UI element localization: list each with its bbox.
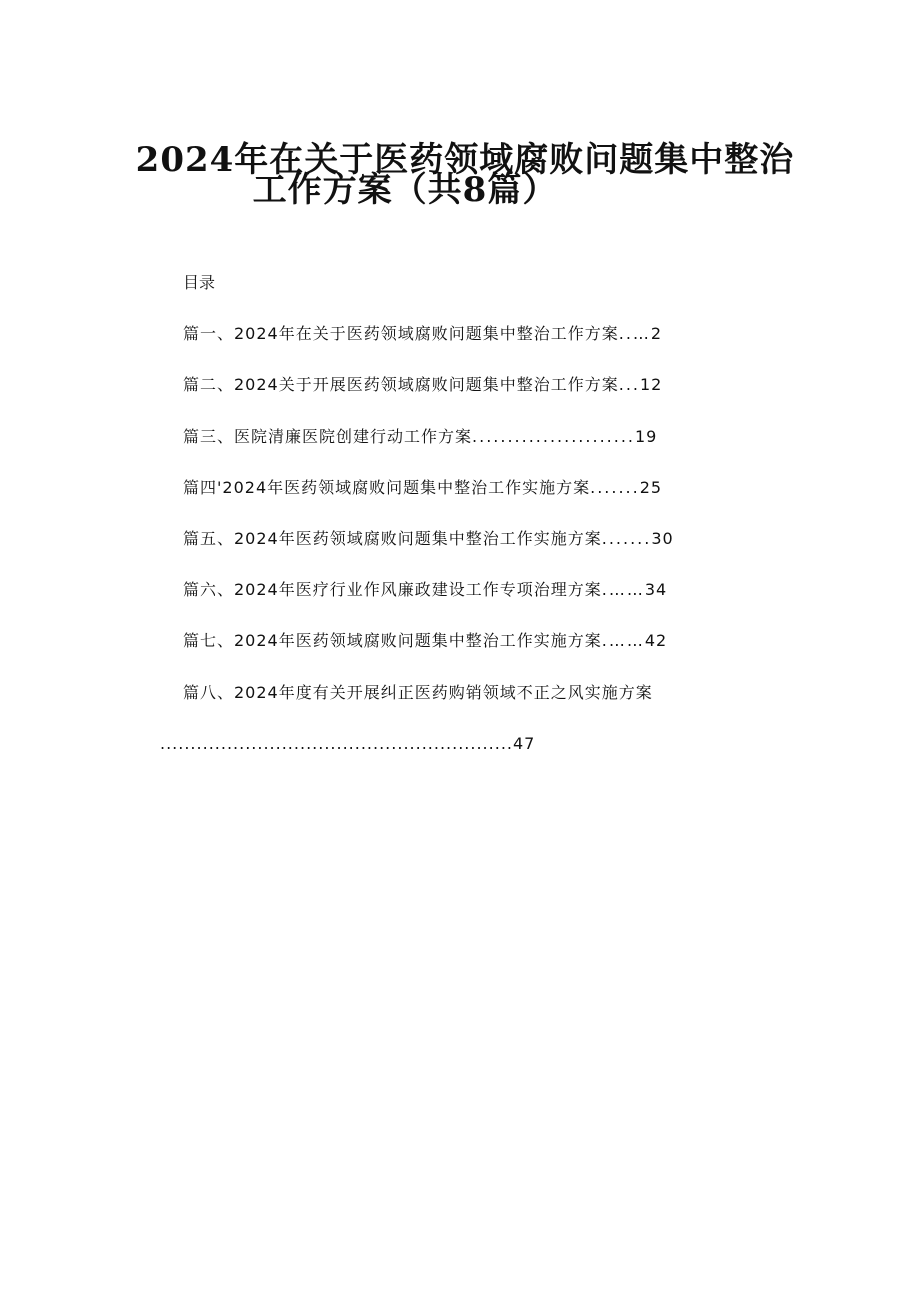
toc-entry[interactable] — [183, 374, 662, 396]
toc-entry-leader: ....... — [590, 478, 640, 497]
toc-entry[interactable] — [183, 323, 662, 345]
toc-entry-leader: .…… — [601, 580, 645, 599]
toc-entry-text: 篇五、2024年医药领域腐败问题集中整治工作实施方案 — [183, 529, 602, 548]
toc-entry-text: 篇六、2024年医疗行业作风廉政建设工作专项治理方案 — [183, 580, 602, 599]
toc-entry-text: 篇四'2024年医药领域腐败问题集中整治工作实施方案 — [183, 478, 591, 497]
toc-entry-leader: .......................................................... — [160, 734, 513, 753]
toc-entry[interactable] — [183, 477, 662, 499]
toc-entry[interactable] — [183, 630, 667, 652]
toc-entry[interactable] — [183, 579, 667, 601]
toc-entry-page: 19 — [635, 427, 658, 446]
toc-entry[interactable] — [183, 682, 653, 704]
toc-entry-text: 篇七、2024年医药领域腐败问题集中整治工作实施方案 — [183, 631, 602, 650]
toc-entry-page: 47 — [512, 734, 536, 753]
toc-entry-leader: ... — [618, 375, 640, 394]
toc-entry-text: 篇三、医院清廉医院创建行动工作方案 — [183, 427, 473, 446]
toc-entry-leader: ..… — [618, 324, 651, 343]
toc-entry-leader: ....................... — [472, 427, 635, 446]
document-title-line-2: 工作方案（共8篇） — [252, 170, 558, 210]
toc-entry-leader: ....... — [601, 529, 652, 548]
toc-entry-text: 篇一、2024年在关于医药领域腐败问题集中整治工作方案 — [183, 324, 619, 343]
toc-entry-page: 25 — [639, 478, 663, 497]
document-title-line-1: 2024年在关于医药领域腐败问题集中整治 — [135, 140, 795, 180]
toc-entry-leader: .…… — [601, 631, 645, 650]
toc-entry[interactable] — [183, 426, 657, 448]
toc-entry-page: 12 — [640, 375, 663, 394]
toc-heading: 目录 — [183, 273, 216, 292]
toc-entry-continuation[interactable] — [160, 733, 535, 755]
toc-entry-page: 42 — [644, 631, 668, 650]
toc-entry-page: 30 — [651, 529, 674, 548]
toc-entry-text: 篇二、2024关于开展医药领域腐败问题集中整治工作方案 — [183, 375, 619, 394]
toc-entry-page: 34 — [644, 580, 668, 599]
toc-entry-text: 篇八、2024年度有关开展纠正医药购销领域不正之风实施方案 — [183, 683, 653, 702]
toc-entry[interactable] — [183, 528, 674, 550]
toc-entry-page: 2 — [650, 324, 663, 343]
